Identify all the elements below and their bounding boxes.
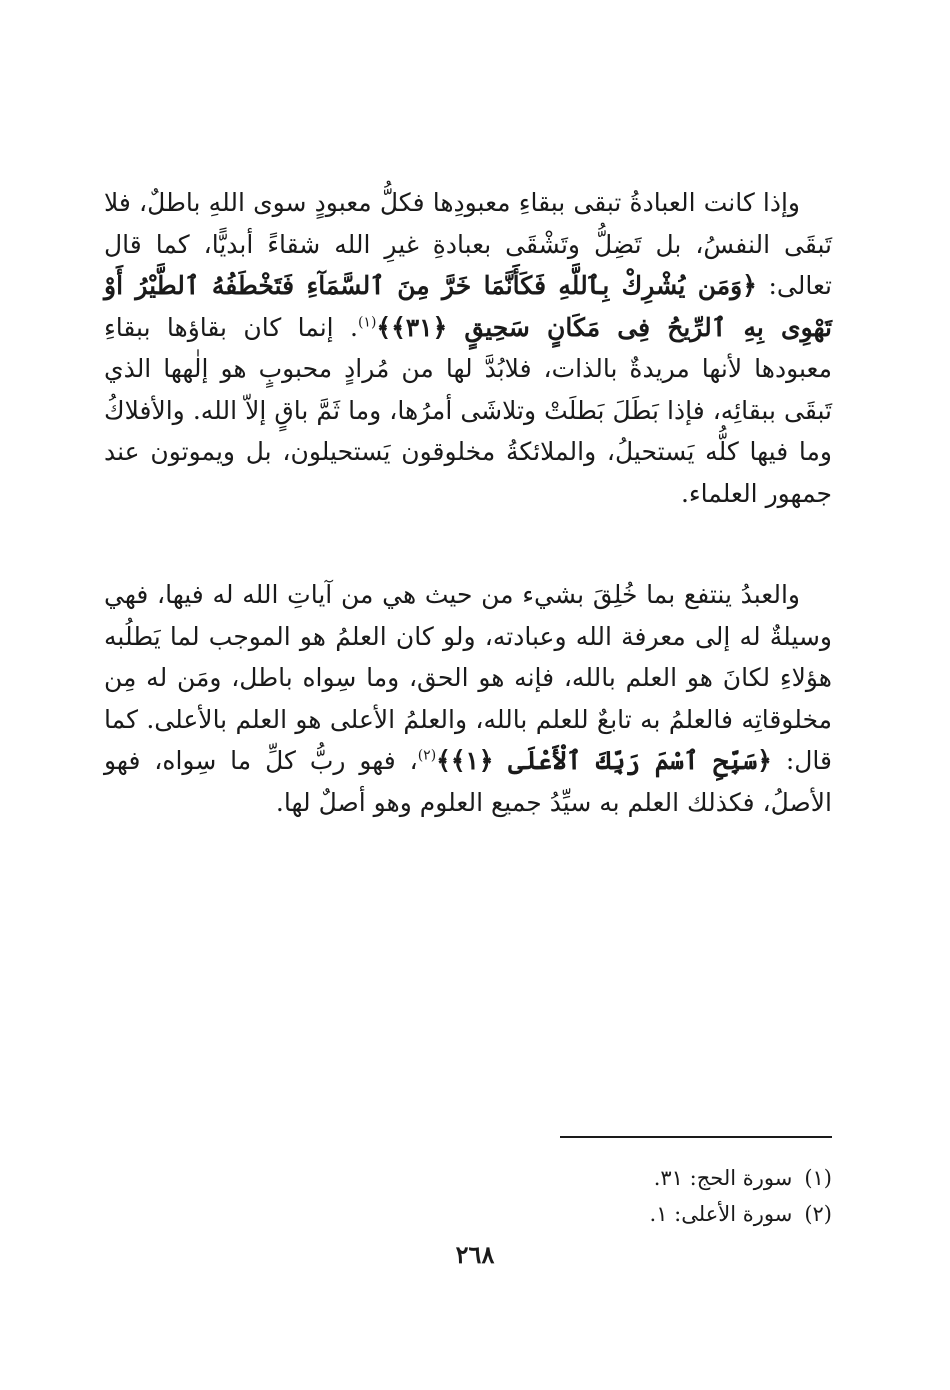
paragraph-2-text (104, 574, 832, 823)
footnote-2-text: سورة الأعلى: ١. (649, 1202, 793, 1226)
paragraph-1-after-quote: . إنما كان بقاؤها ببقاءِ معبودها لأنها مريدةٌ بالذات، فلابُدَّ لها من مُرادٍ محبوبٍ هو إلٰهها الذي تَبقَى ببقائِه، فإذا بَطَلَ بَطلَتْ وتلاشَى أمرُها، وما ثَمَّ باقٍ إلاّ الله. والأفلاكُ وما فيها كلُّه يَستحيلُ، والملائكةُ مخلوقون يَستحيلون، بل ويموتون عند جمهور العلماء. (104, 312, 832, 508)
paragraph-1 (104, 182, 832, 514)
paragraph-2 (104, 574, 832, 823)
quran-verse-1: ﴿وَمَن يُشْرِكْ بِٱللَّهِ فَكَأَنَّمَا خَرَّ مِنَ ٱلسَّمَآءِ فَتَخْطَفُهُ ٱلطَّيْرُ أَوْ تَهْوِى بِهِ ٱلرِّيحُ فِى مَكَانٍ سَحِيقٍ ﴿٣١﴾﴾ (104, 271, 832, 342)
footnote-1-number: (١) (804, 1166, 832, 1190)
footnote-ref-1: (١) (357, 314, 377, 331)
page-number: ٢٦٨ (455, 1240, 495, 1269)
footnote-ref-2: (٢) (417, 747, 437, 764)
paragraph-1-before-quote: وإذا كانت العبادةُ تبقى ببقاءِ معبودِها فكلُّ معبودٍ سوى اللهِ باطلٌ، فلا تَبقَى النفسُ، بل تَضِلُّ وتَشْقَى بعبادةِ غيرِ الله شقاءً أبديًّا، كما قال تعالى: (104, 188, 832, 300)
paragraph-1-text (104, 182, 832, 514)
paragraph-2-after-quote: ، فهو ربُّ كلِّ ما سِواه، فهو الأصلُ، فكذلك العلم به سيِّدُ جميع العلوم وهو أصلٌ لها. (104, 746, 832, 817)
footnotes (650, 1160, 832, 1232)
footnote-2 (650, 1196, 832, 1232)
footnote-2-number: (٢) (804, 1202, 832, 1226)
paragraph-2-before-quote: والعبدُ ينتفع بما خُلِقَ بشيء من حيث هي من آياتِ الله له فيها، فهي وسيلةٌ له إلى معرفة الله وعبادته، ولو كان العلمُ هو الموجب لما يَطلُبه هؤلاءِ لكانَ هو العلم بالله، فإنه هو الحق، وما سِواه باطل، ومَن له مِن مخلوقاتِه فالعلمُ به تابعٌ للعلم بالله، والعلمُ الأعلى هو العلم بالأعلى. كما قال: (104, 580, 832, 775)
footnote-1-text: سورة الحج: ٣١. (653, 1166, 793, 1190)
footnote-divider (560, 1136, 832, 1138)
footnote-1 (650, 1160, 832, 1196)
quran-verse-2: ﴿سَبِّحِ ٱسْمَ رَبِّكَ ٱلْأَعْلَى ﴿١﴾﴾ (436, 746, 772, 775)
